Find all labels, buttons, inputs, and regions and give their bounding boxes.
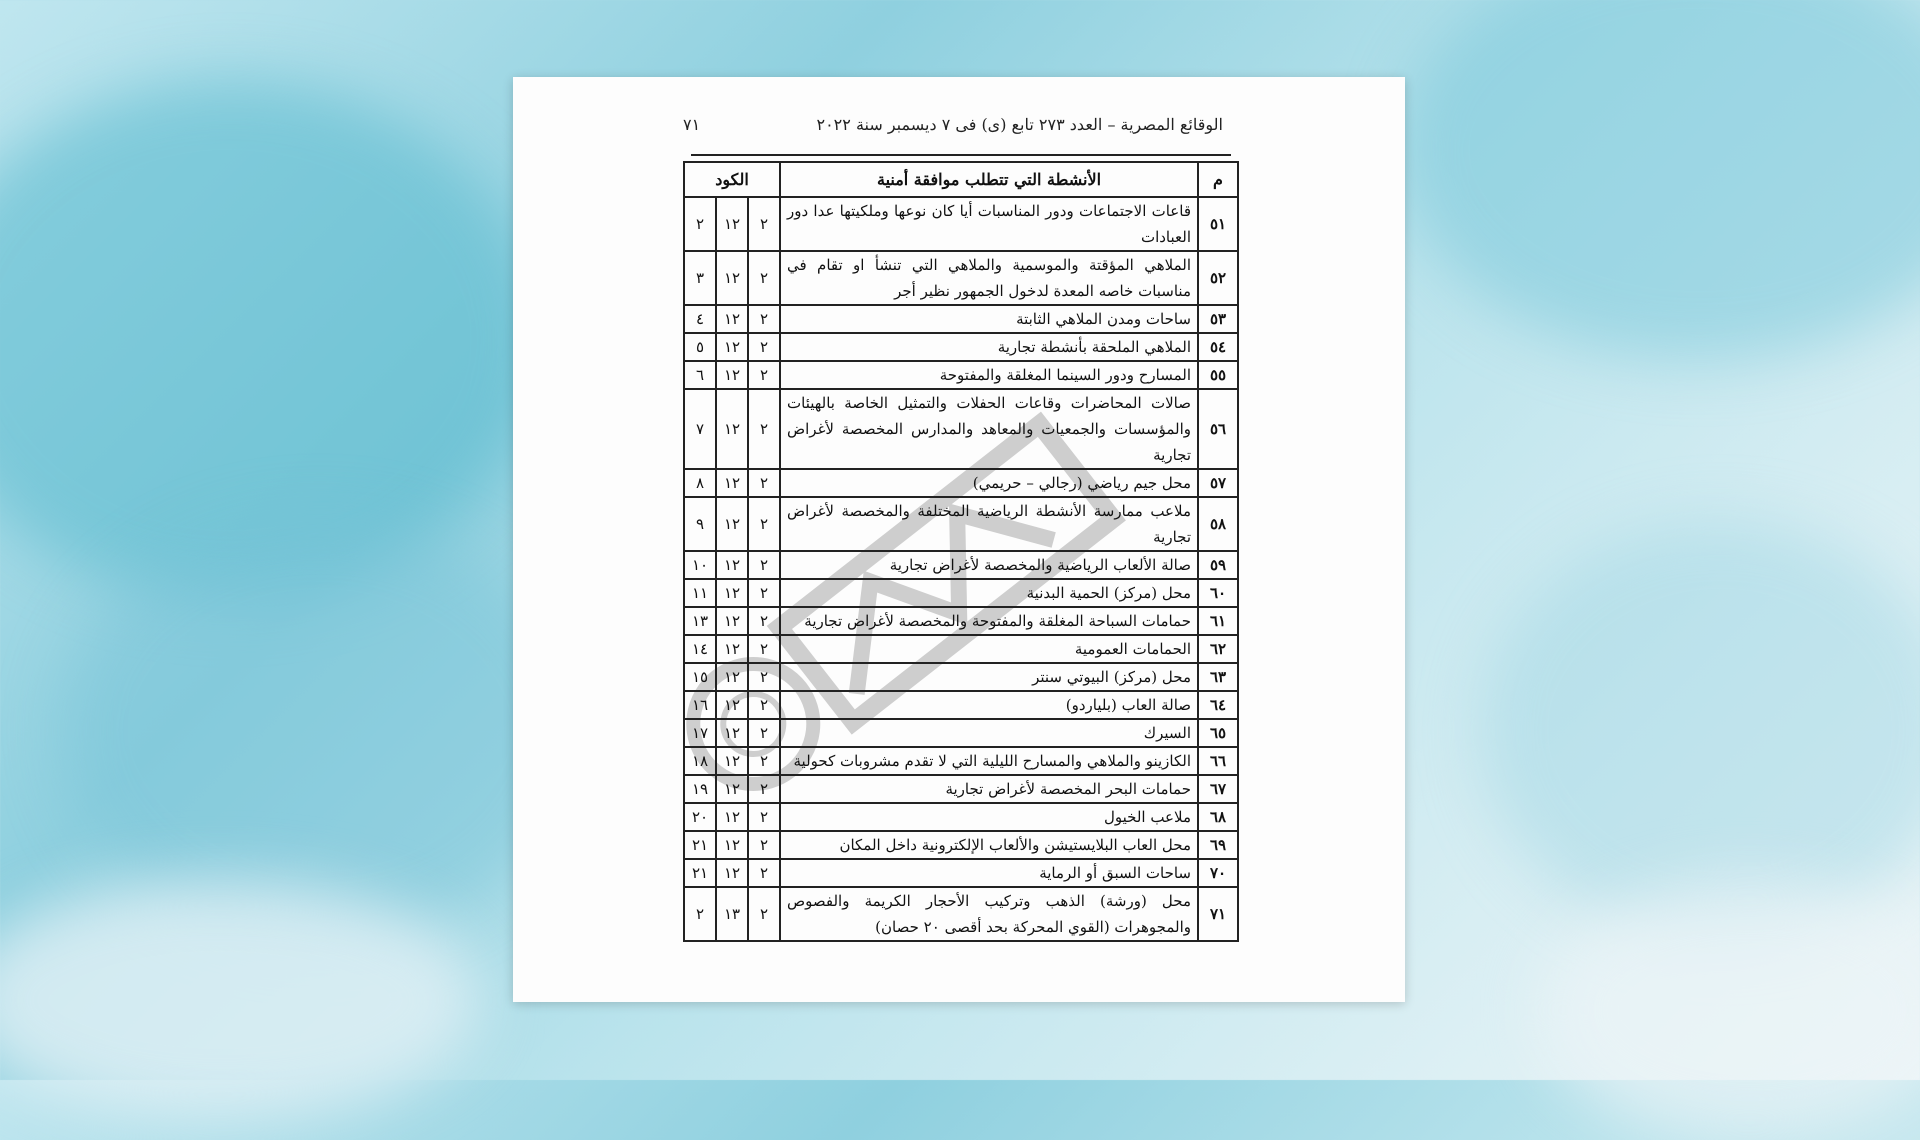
- table-row: [684, 635, 1238, 663]
- code-part-2: ١٢: [716, 251, 748, 305]
- activity-cell: ملاعب ممارسة الأنشطة الرياضية المختلفة والمخصصة لأغراض تجارية: [780, 497, 1198, 551]
- activity-cell: المسارح ودور السينما المغلقة والمفتوحة: [780, 361, 1198, 389]
- code-part-2: ١٢: [716, 859, 748, 887]
- code-part-3: ١٩: [684, 775, 716, 803]
- activity-cell: صالة العاب (بلياردو): [780, 691, 1198, 719]
- code-part-1: ٢: [748, 197, 780, 251]
- row-number: ٦١: [1198, 607, 1238, 635]
- row-number: ٦٨: [1198, 803, 1238, 831]
- code-part-1: ٢: [748, 747, 780, 775]
- code-part-1: ٢: [748, 497, 780, 551]
- table-row: [684, 469, 1238, 497]
- row-number: ٥٣: [1198, 305, 1238, 333]
- activity-cell: ملاعب الخيول: [780, 803, 1198, 831]
- code-part-2: ١٢: [716, 719, 748, 747]
- row-number: ٦٩: [1198, 831, 1238, 859]
- column-header-number: م: [1198, 162, 1238, 197]
- row-number: ٦٦: [1198, 747, 1238, 775]
- activity-cell: الكازينو والملاهي والمسارح الليلية التي لا تقدم مشروبات كحولية: [780, 747, 1198, 775]
- row-number: ٥٥: [1198, 361, 1238, 389]
- code-part-2: ١٢: [716, 551, 748, 579]
- code-part-3: ٦: [684, 361, 716, 389]
- table-row: [684, 859, 1238, 887]
- code-part-1: ٢: [748, 469, 780, 497]
- column-header-code: الكود: [684, 162, 780, 197]
- activity-cell: الحمامات العمومية: [780, 635, 1198, 663]
- code-part-3: ٢١: [684, 859, 716, 887]
- table-row: [684, 663, 1238, 691]
- code-part-1: ٢: [748, 663, 780, 691]
- table-row: [684, 831, 1238, 859]
- code-part-1: ٢: [748, 887, 780, 941]
- row-number: ٦٠: [1198, 579, 1238, 607]
- watercolor-wash: [60, 520, 580, 940]
- gazette-title: الوقائع المصرية – العدد ٢٧٣ تابع (ى) فى ٧ ديسمبر سنة ٢٠٢٢: [816, 115, 1223, 134]
- code-part-1: ٢: [748, 305, 780, 333]
- code-part-1: ٢: [748, 551, 780, 579]
- code-part-2: ١٢: [716, 775, 748, 803]
- row-number: ٧١: [1198, 887, 1238, 941]
- code-part-1: ٢: [748, 859, 780, 887]
- code-part-3: ١٦: [684, 691, 716, 719]
- table-row: [684, 361, 1238, 389]
- table-row: [684, 887, 1238, 941]
- activity-cell: الملاهي المؤقتة والموسمية والملاهي التي تنشأ او تقام في مناسبات خاصه المعدة لدخول الجمهور نظير أجر: [780, 251, 1198, 305]
- code-part-3: ٧: [684, 389, 716, 469]
- page-number: ٧١: [683, 115, 701, 134]
- code-part-2: ١٣: [716, 887, 748, 941]
- code-part-2: ١٢: [716, 197, 748, 251]
- table-header-row: [684, 162, 1238, 197]
- code-part-1: ٢: [748, 691, 780, 719]
- activity-cell: الملاهي الملحقة بأنشطة تجارية: [780, 333, 1198, 361]
- table-row: [684, 197, 1238, 251]
- code-part-1: ٢: [748, 579, 780, 607]
- code-part-3: ٢١: [684, 831, 716, 859]
- code-part-3: ٥: [684, 333, 716, 361]
- code-part-3: ٩: [684, 497, 716, 551]
- code-part-1: ٢: [748, 775, 780, 803]
- row-number: ٥٤: [1198, 333, 1238, 361]
- table-row: [684, 691, 1238, 719]
- row-number: ٥٩: [1198, 551, 1238, 579]
- code-part-1: ٢: [748, 831, 780, 859]
- code-part-2: ١٢: [716, 389, 748, 469]
- code-part-3: ٤: [684, 305, 716, 333]
- code-part-3: ١٣: [684, 607, 716, 635]
- row-number: ٥٢: [1198, 251, 1238, 305]
- table-row: [684, 803, 1238, 831]
- row-number: ٦٤: [1198, 691, 1238, 719]
- table-row: [684, 747, 1238, 775]
- row-number: ٦٢: [1198, 635, 1238, 663]
- code-part-2: ١٢: [716, 635, 748, 663]
- code-part-3: ١٨: [684, 747, 716, 775]
- code-part-3: ١١: [684, 579, 716, 607]
- code-part-2: ١٢: [716, 579, 748, 607]
- activity-cell: محل (ورشة) الذهب وتركيب الأحجار الكريمة والفصوص والمجوهرات (القوي المحركة بحد أقصى ٢٠ حصان): [780, 887, 1198, 941]
- code-part-3: ٢: [684, 887, 716, 941]
- code-part-2: ١٢: [716, 469, 748, 497]
- row-number: ٧٠: [1198, 859, 1238, 887]
- row-number: ٥٨: [1198, 497, 1238, 551]
- column-header-activity: الأنشطة التي تتطلب موافقة أمنية: [780, 162, 1198, 197]
- code-part-3: ١٤: [684, 635, 716, 663]
- activities-table: [683, 161, 1239, 942]
- table-row: [684, 551, 1238, 579]
- watercolor-wash: [0, 80, 540, 600]
- table-row: [684, 497, 1238, 551]
- activity-cell: حمامات البحر المخصصة لأغراض تجارية: [780, 775, 1198, 803]
- code-part-3: ١٧: [684, 719, 716, 747]
- table-row: [684, 305, 1238, 333]
- code-part-2: ١٢: [716, 607, 748, 635]
- code-part-2: ١٢: [716, 305, 748, 333]
- activity-cell: محل (مركز) الحمية البدنية: [780, 579, 1198, 607]
- code-part-2: ١٢: [716, 691, 748, 719]
- code-part-2: ١٢: [716, 663, 748, 691]
- code-part-3: ٢: [684, 197, 716, 251]
- code-part-2: ١٢: [716, 361, 748, 389]
- code-part-1: ٢: [748, 635, 780, 663]
- code-part-3: ١٠: [684, 551, 716, 579]
- code-part-2: ١٢: [716, 333, 748, 361]
- row-number: ٦٧: [1198, 775, 1238, 803]
- activity-cell: محل جيم رياضي (رجالي – حريمي): [780, 469, 1198, 497]
- code-part-1: ٢: [748, 607, 780, 635]
- code-part-2: ١٢: [716, 497, 748, 551]
- code-part-1: ٢: [748, 803, 780, 831]
- code-part-1: ٢: [748, 719, 780, 747]
- code-part-3: ٢٠: [684, 803, 716, 831]
- table-row: [684, 333, 1238, 361]
- row-number: ٥٧: [1198, 469, 1238, 497]
- table-row: [684, 579, 1238, 607]
- table-row: [684, 607, 1238, 635]
- watercolor-wash: [1400, 0, 1920, 360]
- code-part-2: ١٢: [716, 831, 748, 859]
- code-part-2: ١٢: [716, 747, 748, 775]
- row-number: ٦٣: [1198, 663, 1238, 691]
- row-number: ٥١: [1198, 197, 1238, 251]
- watercolor-wash: [1480, 520, 1920, 940]
- code-part-3: ٣: [684, 251, 716, 305]
- activity-cell: ساحات ومدن الملاهي الثابتة: [780, 305, 1198, 333]
- code-part-1: ٢: [748, 389, 780, 469]
- activity-cell: حمامات السباحة المغلقة والمفتوحة والمخصصة لأغراض تجارية: [780, 607, 1198, 635]
- table-row: [684, 775, 1238, 803]
- activity-cell: السيرك: [780, 719, 1198, 747]
- code-part-2: ١٢: [716, 803, 748, 831]
- watercolor-wash: [1540, 880, 1920, 1140]
- activity-cell: قاعات الاجتماعات ودور المناسبات أيا كان نوعها وملكيتها عدا دور العبادات: [780, 197, 1198, 251]
- code-part-3: ٨: [684, 469, 716, 497]
- table-row: [684, 389, 1238, 469]
- activity-cell: محل (مركز) البيوتي سنتر: [780, 663, 1198, 691]
- activity-cell: صالات المحاضرات وقاعات الحفلات والتمثيل الخاصة بالهيئات والمؤسسات والجمعيات والمعاهد والمدارس المخصصة لأغراض تجارية: [780, 389, 1198, 469]
- row-number: ٥٦: [1198, 389, 1238, 469]
- code-part-1: ٢: [748, 333, 780, 361]
- code-part-1: ٢: [748, 251, 780, 305]
- row-number: ٦٥: [1198, 719, 1238, 747]
- header-rule: [691, 154, 1231, 156]
- activity-cell: محل العاب البلايستيشن والألعاب الإلكترونية داخل المكان: [780, 831, 1198, 859]
- table-row: [684, 251, 1238, 305]
- activity-cell: ساحات السبق أو الرماية: [780, 859, 1198, 887]
- table-row: [684, 719, 1238, 747]
- document-page: [513, 77, 1405, 1002]
- activity-cell: صالة الألعاب الرياضية والمخصصة لأغراض تجارية: [780, 551, 1198, 579]
- code-part-3: ١٥: [684, 663, 716, 691]
- page-header: [683, 115, 1223, 134]
- code-part-1: ٢: [748, 361, 780, 389]
